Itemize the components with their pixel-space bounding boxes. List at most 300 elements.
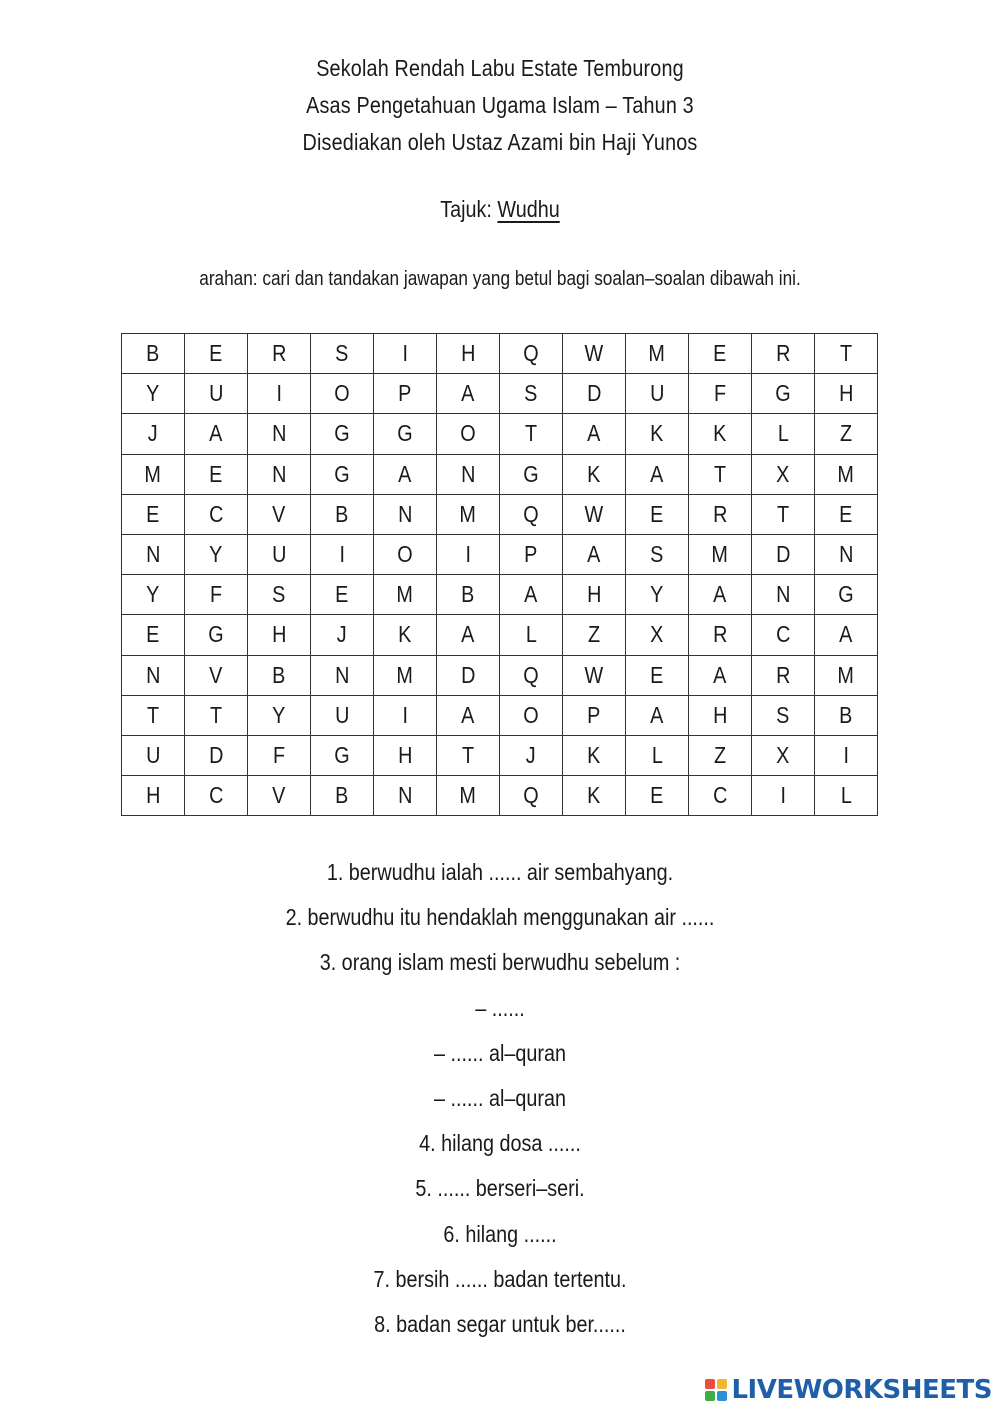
grid-cell[interactable] — [248, 454, 311, 494]
grid-letter: N — [460, 460, 476, 487]
grid-cell[interactable] — [437, 776, 500, 816]
grid-cell[interactable] — [437, 494, 500, 534]
grid-letter: E — [146, 621, 160, 648]
grid-letter: A — [461, 701, 475, 728]
grid-letter: V — [272, 782, 286, 809]
grid-cell[interactable] — [689, 494, 752, 534]
grid-cell[interactable] — [500, 534, 563, 574]
grid-letter: S — [524, 380, 538, 407]
grid-letter: N — [145, 661, 161, 688]
grid-cell[interactable] — [500, 615, 563, 655]
question-item: – ...... al–quran — [434, 1039, 566, 1066]
topic-value: Wudhu — [497, 196, 560, 222]
question-item: 3. orang islam mesti berwudhu sebelum : — [319, 949, 681, 976]
grid-cell[interactable] — [815, 735, 878, 775]
grid-cell[interactable] — [500, 374, 563, 414]
grid-cell[interactable] — [752, 494, 815, 534]
grid-cell[interactable] — [752, 615, 815, 655]
grid-letter: Z — [839, 420, 853, 447]
grid-cell[interactable] — [626, 334, 689, 374]
grid-letter: I — [402, 701, 408, 728]
grid-letter: O — [523, 701, 539, 728]
grid-cell[interactable] — [500, 695, 563, 735]
grid-cell[interactable] — [437, 534, 500, 574]
grid-letter: L — [651, 741, 663, 768]
grid-cell[interactable] — [122, 374, 185, 414]
grid-letter: G — [334, 460, 350, 487]
grid-cell[interactable] — [185, 374, 248, 414]
grid-letter: A — [398, 460, 412, 487]
grid-row — [122, 735, 878, 775]
grid-cell[interactable] — [437, 575, 500, 615]
logo-mark-square — [705, 1391, 715, 1401]
grid-cell[interactable] — [437, 334, 500, 374]
grid-cell[interactable] — [374, 575, 437, 615]
grid-row — [122, 695, 878, 735]
grid-cell[interactable] — [563, 655, 626, 695]
grid-cell[interactable] — [248, 414, 311, 454]
grid-letter: E — [146, 500, 160, 527]
grid-letter: U — [145, 741, 161, 768]
grid-cell[interactable] — [311, 454, 374, 494]
grid-cell[interactable] — [122, 735, 185, 775]
grid-row — [122, 615, 878, 655]
grid-cell[interactable] — [689, 575, 752, 615]
grid-cell[interactable] — [248, 494, 311, 534]
grid-row — [122, 374, 878, 414]
grid-letter: S — [776, 701, 790, 728]
grid-cell[interactable] — [374, 374, 437, 414]
grid-cell[interactable] — [122, 655, 185, 695]
grid-cell[interactable] — [122, 776, 185, 816]
grid-cell[interactable] — [311, 615, 374, 655]
grid-cell[interactable] — [248, 655, 311, 695]
grid-cell[interactable] — [374, 695, 437, 735]
worksheet-header — [0, 50, 1000, 161]
grid-cell[interactable] — [689, 776, 752, 816]
grid-cell[interactable] — [626, 374, 689, 414]
logo-text: LIVEWORKSHEETS — [731, 1375, 992, 1405]
grid-letter: D — [208, 741, 224, 768]
grid-cell[interactable] — [689, 615, 752, 655]
grid-letter: N — [334, 661, 350, 688]
grid-letter: T — [461, 741, 475, 768]
grid-letter: S — [650, 541, 664, 568]
grid-letter: A — [713, 581, 727, 608]
grid-cell[interactable] — [248, 735, 311, 775]
question-item: 8. badan segar untuk ber...... — [374, 1310, 626, 1337]
grid-cell[interactable] — [500, 655, 563, 695]
grid-cell[interactable] — [563, 776, 626, 816]
logo-mark-square — [717, 1391, 727, 1401]
grid-cell[interactable] — [815, 695, 878, 735]
grid-letter: E — [650, 500, 664, 527]
grid-cell[interactable] — [185, 695, 248, 735]
grid-cell[interactable] — [689, 534, 752, 574]
grid-letter: A — [839, 621, 853, 648]
grid-letter: Q — [523, 500, 539, 527]
grid-cell[interactable] — [437, 374, 500, 414]
grid-letter: H — [712, 701, 728, 728]
grid-cell[interactable] — [185, 615, 248, 655]
grid-letter: G — [523, 460, 539, 487]
grid-cell[interactable] — [815, 454, 878, 494]
grid-letter: L — [777, 420, 789, 447]
grid-letter: Z — [587, 621, 601, 648]
grid-letter: M — [711, 541, 729, 568]
grid-letter: C — [712, 782, 728, 809]
grid-letter: B — [839, 701, 853, 728]
grid-letter: B — [461, 581, 475, 608]
grid-letter: E — [209, 340, 223, 367]
grid-letter: A — [461, 380, 475, 407]
grid-letter: M — [396, 661, 414, 688]
grid-cell[interactable] — [374, 655, 437, 695]
grid-letter: K — [587, 741, 601, 768]
grid-cell[interactable] — [626, 494, 689, 534]
grid-letter: R — [271, 340, 287, 367]
grid-cell[interactable] — [185, 534, 248, 574]
grid-cell[interactable] — [311, 414, 374, 454]
grid-letter: G — [775, 380, 791, 407]
grid-cell[interactable] — [752, 334, 815, 374]
grid-letter: J — [526, 741, 536, 768]
grid-letter: T — [209, 701, 223, 728]
grid-row — [122, 655, 878, 695]
grid-cell[interactable] — [626, 575, 689, 615]
grid-letter: T — [713, 460, 727, 487]
grid-letter: O — [334, 380, 350, 407]
school-name: Sekolah Rendah Labu Estate Temburong — [316, 55, 684, 81]
grid-cell[interactable] — [563, 414, 626, 454]
grid-letter: O — [397, 541, 413, 568]
grid-letter: B — [272, 661, 286, 688]
question-list — [0, 850, 1000, 1347]
grid-letter: N — [838, 541, 854, 568]
topic-label: Tajuk: — [440, 196, 492, 222]
grid-cell[interactable] — [500, 575, 563, 615]
grid-cell[interactable] — [374, 414, 437, 454]
grid-cell[interactable] — [185, 655, 248, 695]
grid-cell[interactable] — [185, 334, 248, 374]
grid-letter: U — [271, 541, 287, 568]
grid-cell[interactable] — [374, 776, 437, 816]
grid-letter: V — [209, 661, 223, 688]
grid-cell[interactable] — [311, 776, 374, 816]
grid-cell[interactable] — [437, 414, 500, 454]
grid-cell[interactable] — [626, 735, 689, 775]
grid-cell[interactable] — [752, 655, 815, 695]
grid-cell[interactable] — [626, 776, 689, 816]
grid-cell[interactable] — [122, 534, 185, 574]
grid-letter: X — [776, 741, 790, 768]
grid-cell[interactable] — [437, 454, 500, 494]
grid-letter: M — [837, 661, 855, 688]
grid-cell[interactable] — [815, 655, 878, 695]
question-item: 5. ...... berseri–seri. — [415, 1175, 585, 1202]
grid-cell[interactable] — [689, 655, 752, 695]
grid-letter: Z — [713, 741, 727, 768]
grid-cell[interactable] — [563, 494, 626, 534]
grid-letter: H — [838, 380, 854, 407]
grid-letter: T — [524, 420, 538, 447]
grid-letter: U — [208, 380, 224, 407]
grid-letter: Q — [523, 661, 539, 688]
grid-letter: M — [459, 782, 477, 809]
grid-letter: R — [775, 340, 791, 367]
grid-cell[interactable] — [752, 414, 815, 454]
grid-cell[interactable] — [248, 695, 311, 735]
grid-cell[interactable] — [122, 334, 185, 374]
grid-cell[interactable] — [185, 414, 248, 454]
grid-letter: Y — [146, 380, 160, 407]
grid-row — [122, 575, 878, 615]
grid-cell[interactable] — [689, 374, 752, 414]
grid-cell[interactable] — [626, 695, 689, 735]
grid-cell[interactable] — [500, 454, 563, 494]
grid-cell[interactable] — [122, 575, 185, 615]
grid-cell[interactable] — [563, 695, 626, 735]
grid-cell[interactable] — [815, 776, 878, 816]
grid-letter: E — [209, 460, 223, 487]
grid-cell[interactable] — [248, 776, 311, 816]
grid-cell[interactable] — [311, 334, 374, 374]
grid-cell[interactable] — [122, 695, 185, 735]
grid-cell[interactable] — [248, 374, 311, 414]
logo-mark-square — [717, 1379, 727, 1389]
liveworksheets-logo[interactable] — [705, 1375, 992, 1405]
grid-letter: O — [460, 420, 476, 447]
grid-letter: E — [335, 581, 349, 608]
grid-letter: B — [335, 500, 349, 527]
grid-letter: A — [587, 541, 601, 568]
grid-cell[interactable] — [815, 575, 878, 615]
grid-letter: K — [650, 420, 664, 447]
grid-cell[interactable] — [437, 615, 500, 655]
grid-cell[interactable] — [815, 534, 878, 574]
grid-letter: P — [524, 541, 538, 568]
grid-cell[interactable] — [563, 374, 626, 414]
grid-letter: G — [334, 741, 350, 768]
grid-letter: A — [209, 420, 223, 447]
grid-letter: J — [337, 621, 347, 648]
grid-cell[interactable] — [122, 615, 185, 655]
grid-letter: A — [650, 701, 664, 728]
grid-cell[interactable] — [815, 374, 878, 414]
grid-cell[interactable] — [752, 735, 815, 775]
grid-cell[interactable] — [626, 534, 689, 574]
grid-letter: Y — [209, 541, 223, 568]
instruction-text: arahan: cari dan tandakan jawapan yang betul bagi soalan–soalan dibawah ini. — [199, 268, 801, 290]
grid-cell[interactable] — [689, 414, 752, 454]
grid-letter: A — [587, 420, 601, 447]
grid-letter: L — [840, 782, 852, 809]
grid-letter: N — [271, 460, 287, 487]
question-item: 2. berwudhu itu hendaklah menggunakan air ...... — [285, 904, 715, 931]
grid-cell[interactable] — [248, 334, 311, 374]
grid-letter: M — [648, 340, 666, 367]
grid-cell[interactable] — [122, 454, 185, 494]
grid-cell[interactable] — [248, 534, 311, 574]
grid-letter: M — [837, 460, 855, 487]
grid-letter: D — [775, 541, 791, 568]
grid-letter: U — [334, 701, 350, 728]
grid-letter: R — [712, 621, 728, 648]
grid-letter: R — [775, 661, 791, 688]
grid-letter: N — [145, 541, 161, 568]
grid-letter: A — [461, 621, 475, 648]
question-item: 1. berwudhu ialah ...... air sembahyang. — [326, 859, 674, 885]
grid-cell[interactable] — [122, 494, 185, 534]
grid-letter: K — [587, 782, 601, 809]
grid-letter: F — [209, 581, 223, 608]
grid-letter: T — [776, 500, 790, 527]
grid-cell[interactable] — [500, 735, 563, 775]
grid-cell[interactable] — [185, 776, 248, 816]
grid-cell[interactable] — [815, 494, 878, 534]
grid-cell[interactable] — [248, 575, 311, 615]
topic-line — [70, 196, 930, 223]
grid-cell[interactable] — [185, 575, 248, 615]
grid-cell[interactable] — [563, 534, 626, 574]
grid-letter: I — [843, 741, 849, 768]
grid-letter: T — [146, 701, 160, 728]
grid-row — [122, 454, 878, 494]
grid-cell[interactable] — [122, 414, 185, 454]
grid-letter: C — [208, 500, 224, 527]
grid-cell[interactable] — [626, 454, 689, 494]
grid-row — [122, 334, 878, 374]
grid-letter: I — [402, 340, 408, 367]
grid-cell[interactable] — [437, 655, 500, 695]
grid-letter: X — [776, 460, 790, 487]
grid-cell[interactable] — [185, 735, 248, 775]
grid-letter: E — [650, 661, 664, 688]
grid-cell[interactable] — [752, 575, 815, 615]
grid-cell[interactable] — [500, 414, 563, 454]
grid-cell[interactable] — [374, 454, 437, 494]
grid-cell[interactable] — [626, 655, 689, 695]
grid-cell[interactable] — [689, 695, 752, 735]
grid-letter: F — [272, 741, 286, 768]
grid-letter: G — [397, 420, 413, 447]
grid-row — [122, 534, 878, 574]
grid-letter: D — [460, 661, 476, 688]
grid-cell[interactable] — [815, 414, 878, 454]
grid-letter: Y — [272, 701, 286, 728]
grid-cell[interactable] — [815, 334, 878, 374]
grid-cell[interactable] — [563, 334, 626, 374]
grid-letter: I — [465, 541, 471, 568]
grid-cell[interactable] — [311, 374, 374, 414]
grid-letter: B — [335, 782, 349, 809]
grid-letter: B — [146, 340, 160, 367]
grid-letter: S — [335, 340, 349, 367]
grid-letter: I — [780, 782, 786, 809]
grid-cell[interactable] — [752, 374, 815, 414]
grid-letter: M — [459, 500, 477, 527]
grid-letter: P — [587, 701, 601, 728]
grid-cell[interactable] — [752, 776, 815, 816]
grid-cell[interactable] — [374, 615, 437, 655]
grid-cell[interactable] — [500, 776, 563, 816]
grid-cell[interactable] — [563, 735, 626, 775]
grid-letter: H — [397, 741, 413, 768]
grid-letter: N — [271, 420, 287, 447]
grid-letter: W — [584, 661, 604, 688]
grid-cell[interactable] — [248, 615, 311, 655]
grid-cell[interactable] — [185, 454, 248, 494]
grid-cell[interactable] — [437, 695, 500, 735]
grid-row — [122, 776, 878, 816]
grid-letter: Q — [523, 782, 539, 809]
grid-letter: G — [838, 581, 854, 608]
grid-cell[interactable] — [374, 735, 437, 775]
grid-letter: A — [524, 581, 538, 608]
grid-letter: G — [208, 621, 224, 648]
grid-cell[interactable] — [815, 615, 878, 655]
grid-letter: S — [272, 581, 286, 608]
grid-cell[interactable] — [563, 615, 626, 655]
grid-letter: J — [148, 420, 158, 447]
grid-cell[interactable] — [689, 735, 752, 775]
grid-cell[interactable] — [752, 695, 815, 735]
grid-letter: R — [712, 500, 728, 527]
grid-cell[interactable] — [689, 334, 752, 374]
grid-letter: H — [586, 581, 602, 608]
grid-cell[interactable] — [311, 534, 374, 574]
grid-cell[interactable] — [500, 334, 563, 374]
grid-letter: H — [145, 782, 161, 809]
grid-cell[interactable] — [311, 695, 374, 735]
question-item: – ...... — [475, 994, 525, 1021]
grid-cell[interactable] — [563, 454, 626, 494]
grid-letter: N — [397, 500, 413, 527]
grid-cell[interactable] — [500, 494, 563, 534]
grid-letter: E — [713, 340, 727, 367]
grid-cell[interactable] — [311, 575, 374, 615]
grid-letter: M — [396, 581, 414, 608]
grid-row — [122, 414, 878, 454]
grid-cell[interactable] — [311, 494, 374, 534]
logo-mark-square — [705, 1379, 715, 1389]
grid-cell[interactable] — [437, 735, 500, 775]
grid-cell[interactable] — [626, 414, 689, 454]
grid-cell[interactable] — [185, 494, 248, 534]
grid-letter: E — [650, 782, 664, 809]
grid-letter: N — [397, 782, 413, 809]
grid-cell[interactable] — [689, 454, 752, 494]
grid-letter: W — [584, 340, 604, 367]
logo-mark-icon — [705, 1379, 727, 1401]
grid-letter: M — [144, 460, 162, 487]
grid-cell[interactable] — [752, 534, 815, 574]
grid-cell[interactable] — [311, 735, 374, 775]
grid-letter: K — [398, 621, 412, 648]
grid-cell[interactable] — [374, 334, 437, 374]
grid-letter: U — [649, 380, 665, 407]
grid-cell[interactable] — [311, 655, 374, 695]
grid-cell[interactable] — [374, 494, 437, 534]
grid-letter: I — [276, 380, 282, 407]
grid-cell[interactable] — [626, 615, 689, 655]
grid-cell[interactable] — [752, 454, 815, 494]
grid-cell[interactable] — [374, 534, 437, 574]
grid-letter: I — [339, 541, 345, 568]
grid-letter: N — [775, 581, 791, 608]
grid-cell[interactable] — [563, 575, 626, 615]
question-item: 4. hilang dosa ...... — [419, 1130, 581, 1157]
